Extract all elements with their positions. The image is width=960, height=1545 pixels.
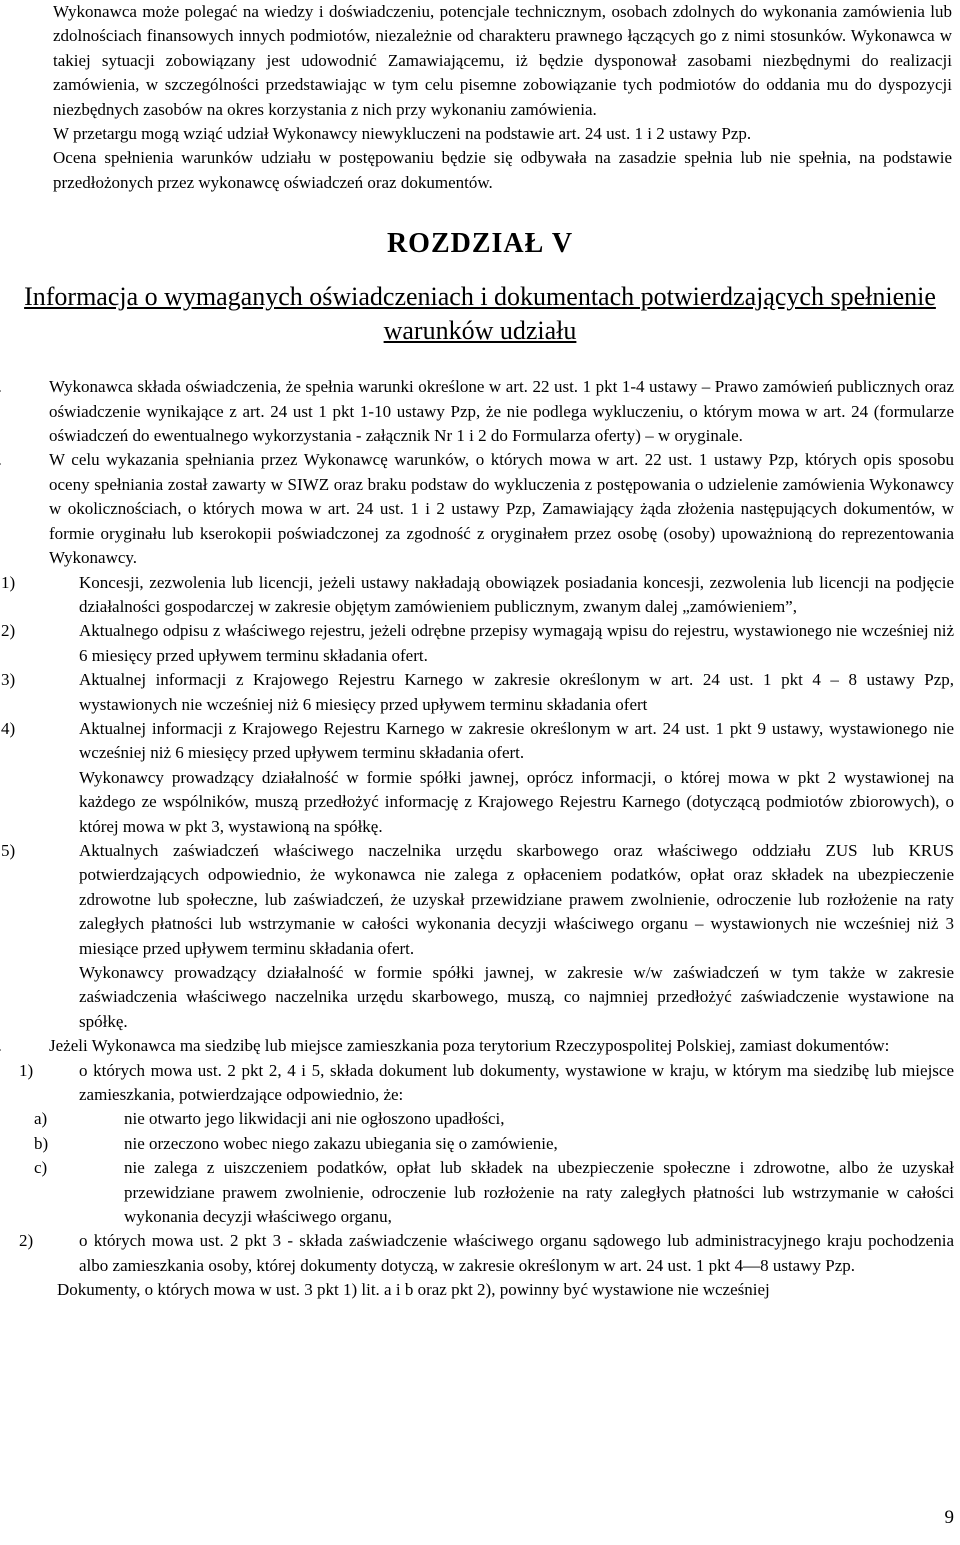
- list-item-letter-c: [34, 1156, 954, 1229]
- list-item-top-4: [6, 146, 952, 195]
- list-item-letter-b: [34, 1132, 954, 1156]
- list-number: [0, 1034, 2, 1058]
- list-number: 1): [19, 1060, 34, 1080]
- note-after-sub-5: Wykonawcy prowadzący działalność w formie spółki jawnej, w zakresie w/w zaświadczeń w tym także w zakresie zaświadczenia właściwego naczelnika urzędu skarbowego, muszą, co najmniej przedłożyć zaświadczenie wystawione na spółkę.: [79, 963, 954, 1031]
- page-number: 9: [944, 1507, 954, 1528]
- list-number: [0, 448, 2, 472]
- list-text: W przetargu mogą wziąć udział Wykonawcy niewykluczeni na podstawie art. 24 ust. 1 i 2 ustawy Pzp.: [53, 124, 752, 144]
- list-item-section-3: [19, 1034, 954, 1058]
- list-text: Aktualnej informacji z Krajowego Rejestru Karnego w zakresie określonym w art. 24 ust. 1 pkt 4 – 8 ustawy Pzp, wystawionych nie wcześniej niż 6 miesięcy przed upływem terminu składania ofert: [79, 670, 954, 714]
- list-text: Wykonawca może polegać na wiedzy i doświadczeniu, potencjale technicznym, osobach zdolnych do wykonania zamówienia lub zdolnościach finansowych innych podmiotów, niezależnie od charakteru prawnego łączących go z nimi stosunków. Wykonawca w takiej sytuacji zobowiązany jest udowodnić Zamawiającemu, iż będzie dysponował zasobami niezbędnymi do realizacji zamówienia, w szczególności przedstawiając w tym celu pisemne zobowiązanie tych podmiotów do oddania mu do dyspozycji niezbędnych zasobów na okres korzystania z nich przy wykonaniu zamówienia.: [53, 2, 952, 119]
- list-number: a): [34, 1109, 48, 1129]
- list-text: Aktualnej informacji z Krajowego Rejestru Karnego w zakresie określonym w art. 24 ust. 1 pkt 9 ustawy, wystawionego nie wcześniej niż 6 miesięcy przed upływem terminu składania ofert.: [79, 718, 954, 763]
- list-text: Wykonawca składa oświadczenia, że spełnia warunki określone w art. 22 ust. 1 pkt 1-4 ustawy – Prawo zamówień publicznych oraz oświadczenie wynikające z art. 24 ust 1 pkt 1-10 ustawy Pzp, że nie podlega wykluczeniu, o którym mowa w art. 24 (formularze oświadczeń do ewentualnego wykorzystania - załącznik Nr 1 i 2 do Formularza oferty) – w oryginale.: [49, 377, 954, 446]
- list-item-section-2: [19, 448, 954, 570]
- list-text: Ocena spełnienia warunków udziału w postępowaniu będzie się odbywała na zasadzie spełnia lub nie spełnia, na podstawie przedłożonych przez wykonawcę oświadczeń oraz dokumentów.: [53, 148, 952, 192]
- list-number: 1): [1, 572, 16, 592]
- list-text: Dokumenty, o których mowa w ust. 3 pkt 1) lit. a i b oraz pkt 2), powinny być wystawione nie wcześniej: [57, 1280, 770, 1300]
- list-number: 4): [1, 718, 16, 738]
- note-after-sub-4: Wykonawcy prowadzący działalność w formie spółki jawnej, oprócz informacji, o której mowa w pkt 2 wystawionej na każdego ze wspólników, muszą przedłożyć informację z Krajowego Rejestru Karnego (dotyczącą podmiotów zbiorowych), o której mowa w pkt 3, wystawioną na spółkę.: [79, 767, 954, 836]
- list-text: nie orzeczono wobec niego zakazu ubiegania się o zamówienie,: [124, 1133, 558, 1153]
- list-item-section-3-sub-2: [19, 1229, 954, 1278]
- list-number: 2): [19, 1231, 34, 1251]
- list-text: Aktualnych zaświadczeń właściwego naczelnika urzędu skarbowego oraz właściwego oddziału ZUS lub KRUS potwierdzających odpowiednio, że wykonawca nie zalega z opłaceniem podatków, opłat oraz składek na ubezpieczenie zdrowotne lub społeczne, lub zaświadczeń, że uzyskał przewidziane prawem zwolnienie, odroczenie lub rozłożenie na raty zaległych płatności lub wstrzymanie w całości wykonania decyzji właściwego organu – wystawionych nie wcześniej niż 3 miesiące przed upływem terminu składania ofert.: [79, 840, 954, 958]
- list-text: nie zalega z uiszczeniem podatków, opłat lub składek na ubezpieczenie społeczne i zdrowotne, albo że uzyskał przewidziane prawem zwolnienie, odroczenie lub rozłożenie na raty zaległych płatności lub wstrzymanie w całości wykonania decyzji właściwego organu,: [124, 1158, 954, 1227]
- list-item-sub-3: [1, 668, 954, 717]
- list-item-section-4: [19, 1278, 954, 1302]
- list-item-section-3-sub-1: [19, 1059, 954, 1108]
- list-number: 5): [1, 840, 16, 860]
- list-text: Koncesji, zezwolenia lub licencji, jeżeli ustawy nakładają obowiązek posiadania koncesji, zezwolenia lub licencji na podjęcie działalności gospodarczej w zakresie objętym zamówieniem publicznym, zwanym dalej „zamówieniem”,: [79, 572, 954, 616]
- list-item-top-2: [6, 0, 952, 122]
- list-item-letter-a: [34, 1107, 954, 1131]
- list-text: Jeżeli Wykonawca ma siedzibę lub miejsce zamieszkania poza terytorium Rzeczypospolitej Polskiej, zamiast dokumentów:: [49, 1036, 890, 1056]
- list-item-sub-4: [1, 717, 954, 766]
- list-number: [0, 375, 2, 399]
- chapter-title: ROZDZIAŁ V: [386, 228, 574, 260]
- list-number: 2): [1, 621, 16, 641]
- list-item-sub-5: [1, 839, 954, 961]
- list-item-sub-1: [1, 571, 954, 620]
- list-text: Aktualnego odpisu z właściwego rejestru, jeżeli odrębne przepisy wymagają wpisu do rejestru, wystawionego nie wcześniej niż 6 miesięcy przed upływem terminu składania ofert.: [79, 621, 954, 665]
- list-item-top-3: [6, 122, 952, 146]
- list-item-section-1: [19, 375, 954, 448]
- list-number: c): [34, 1158, 48, 1178]
- list-text: W celu wykazania spełniania przez Wykonawcę warunków, o których mowa w art. 22 ust. 1 ustawy Pzp, których opis sposobu oceny spełniania został zawarty w SIWZ oraz braku podstaw do wykluczenia z postępowania o udzielenie zamówienia Wykonawcy w okolicznościach, o których mowa w art. 24 ust. 1 i 2 ustawy Pzp, Zamawiający żąda złożenia następujących dokumentów, w formie oryginału lub kserokopii poświadczonej za zgodność z oryginałem przez osobę (osoby) upoważnioną do reprezentowania Wykonawcy.: [49, 450, 954, 568]
- list-text: nie otwarto jego likwidacji ani nie ogłoszono upadłości,: [124, 1109, 505, 1129]
- list-number: 3): [1, 670, 16, 690]
- chapter-subtitle: Informacja o wymaganych oświadczeniach i dokumentach potwierdzających spełnienie warunków udziału: [24, 282, 936, 346]
- list-item-sub-2: [1, 619, 954, 668]
- list-text: o których mowa ust. 2 pkt 3 - składa zaświadczenie właściwego organu sądowego lub administracyjnego kraju pochodzenia albo zamieszkania osoby, której dokumenty dotyczą, w zakresie określonym w art. 24 ust. 1 pkt 4—8 ustawy Pzp.: [79, 1231, 954, 1275]
- list-text: o których mowa ust. 2 pkt 2, 4 i 5, składa dokument lub dokumenty, wystawione w kraju, w którym ma siedzibę lub miejsce zamieszkania, potwierdzające odpowiednio, że:: [79, 1060, 954, 1105]
- list-number: b): [34, 1133, 49, 1153]
